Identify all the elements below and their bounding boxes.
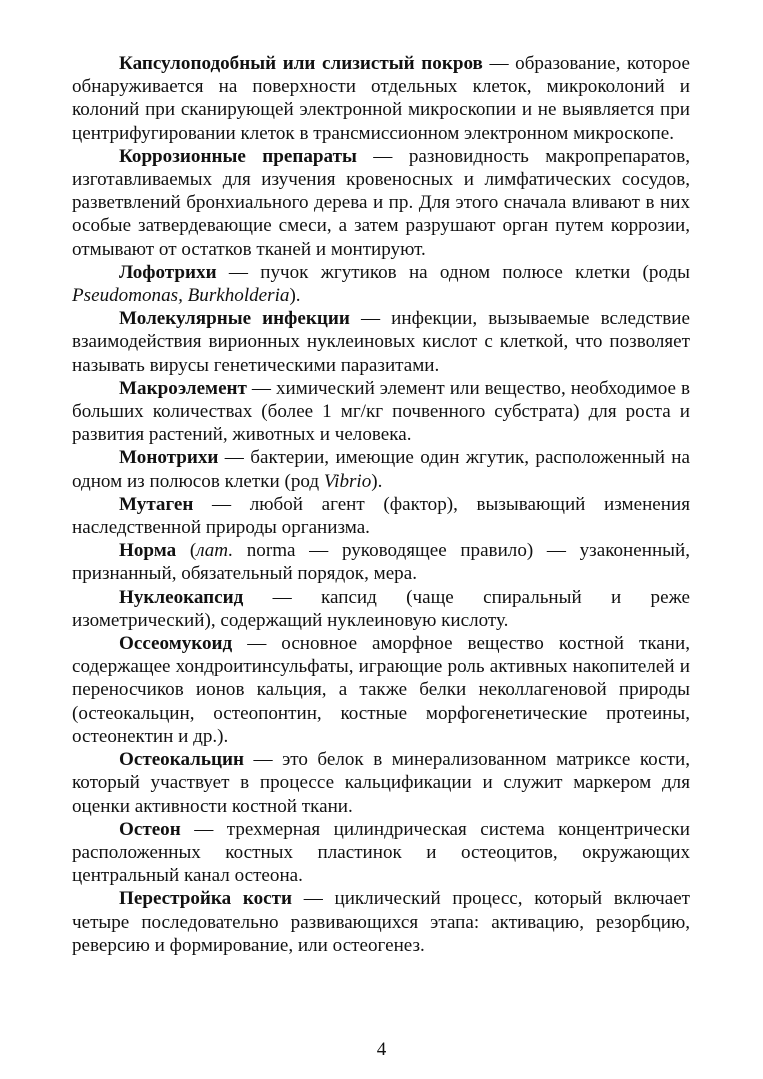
entry-term: Остеокальцин (119, 749, 244, 771)
entry-definition: — капсид (чаще спиральный и реже изометрический), содержащий нуклеиновую кислоту. (72, 586, 690, 631)
glossary-entry (72, 377, 690, 447)
entry-term: Коррозионные препараты (119, 145, 357, 167)
entry-italic-taxon: Pseudomonas, Burkholderia (72, 285, 290, 307)
glossary-entry (72, 307, 690, 377)
entry-italic-abbrev: лат. (196, 540, 234, 562)
glossary-entry (72, 539, 690, 585)
entry-definition: — разновидность макропрепаратов, изготавливаемых для изучения кровеносных и лимфатических сосудов, разветвлений бронхиального дерева и пр. Для этого сначала вливают в них особые затвердевающие смеси, а затем разрушают орган путем коррозии, отмывают от остатков тканей и монтируют. (72, 145, 690, 260)
entry-term: Молекулярные инфекции (119, 308, 350, 330)
entry-definition: — химический элемент или вещество, необходимое в больших количествах (более 1 мг/кг почвенного субстрата) для роста и развития растений, животных и человека. (72, 377, 690, 446)
glossary-entry (72, 145, 690, 261)
entry-definition-end: ). (289, 285, 301, 307)
entry-term: Перестройка кости (119, 888, 293, 910)
glossary-entry (72, 493, 690, 539)
glossary-entry (72, 446, 690, 492)
entry-definition: — трехмерная цилиндрическая система концентрически расположенных костных пластинок и остеоцитов, окружающих центральный канал остеона. (72, 818, 690, 887)
entry-definition: — любой агент (фактор), вызывающий изменения наследственной природы организма. (72, 493, 690, 539)
entry-definition: — циклический процесс, который включает четыре последовательно развивающихся этапа: активацию, резорбцию, реверсию и формирование, или остеогенез. (72, 888, 691, 956)
page-number: 4 (376, 1039, 387, 1060)
entry-definition: — инфекции, вызываемые вследствие взаимодействия вирионных нуклеиновых кислот с клеткой, что позволяет называть вирусы генетическими паразитами. (72, 308, 690, 376)
glossary-entry (72, 261, 690, 307)
entry-term: Нуклеокапсид (119, 586, 244, 608)
glossary-entry (72, 818, 690, 888)
glossary-entry (72, 748, 690, 818)
entry-term: Оссеомукоид (119, 633, 233, 655)
entry-definition-end: ). (371, 470, 383, 492)
entry-definition-start: — пучок жгутиков на одном полюсе клетки (роды (216, 261, 690, 283)
entry-term: Капсулоподобный или слизистый покров (119, 53, 483, 74)
entry-definition-end: norma — руководящее правило) — узаконенный, признанный, обязательный порядок, мера. (72, 540, 691, 585)
entry-term: Норма (119, 540, 177, 562)
entry-term: Лофотрихи (119, 261, 217, 283)
entry-definition: — это белок в минерализованном матриксе кости, который участвует в процессе кальцификации и служит маркером для оценки активности костной ткани. (72, 749, 690, 817)
entry-definition: — основное аморфное вещество костной ткани, содержащее хондроитинсульфаты, играющие роль активных накопителей и переносчиков ионов кальция, а также белки неколлагеновой природы (остеокальцин, остеопонтин, костные морфогенетические протеины, остеонектин и др.). (72, 633, 690, 747)
entry-term: Макроэлемент (119, 377, 247, 399)
glossary-page (72, 52, 690, 957)
entry-definition: — образование, которое обнаруживается на поверхности отдельных клеток, микроколоний и колоний при сканирующей электронной микроскопии и не выявляется при центрифугировании клеток в трансмиссионном электронном микроскопе. (72, 53, 690, 144)
glossary-entry (72, 586, 690, 632)
entry-italic-taxon: Vibrio (323, 470, 372, 492)
entry-term: Остеон (119, 818, 181, 840)
entry-term: Монотрихи (119, 447, 219, 469)
entry-term: Мутаген (119, 493, 194, 515)
glossary-entry (72, 887, 690, 957)
entry-definition-start: — бактерии, имеющие один жгутик, расположенный на одном из полюсов клетки (род (72, 447, 690, 492)
glossary-entry (72, 632, 690, 748)
glossary-entry (72, 52, 690, 145)
entry-definition-start: ( (176, 540, 197, 562)
